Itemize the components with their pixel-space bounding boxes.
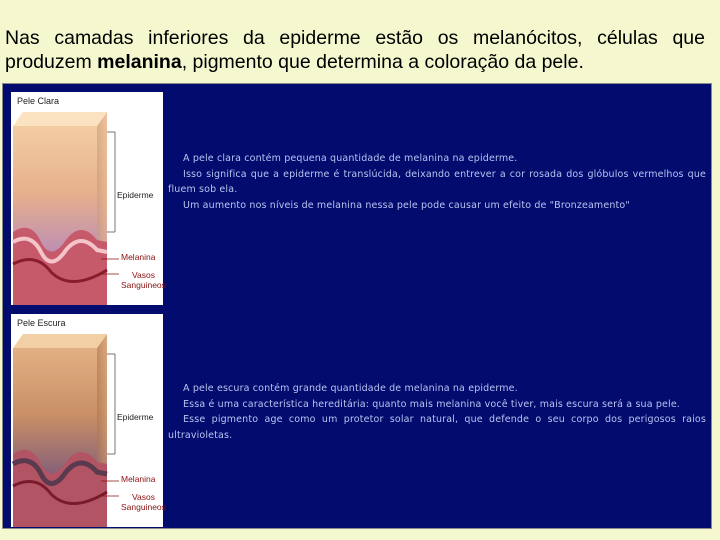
dark-skin-line-2: Essa é uma característica hereditária: quanto mais melanina você tiver, mais escura será a sua pele. bbox=[183, 398, 680, 410]
heading-text-2: , pigmento que determina a coloração da pele. bbox=[181, 51, 584, 73]
dark-epiderme-label: Epiderme bbox=[117, 412, 154, 422]
light-skin-line-1: A pele clara contém pequena quantidade de melanina na epiderme. bbox=[183, 153, 518, 164]
heading-bold-term: melanina bbox=[97, 51, 182, 73]
light-skin-line-3: Um aumento nos níveis de melanina nessa pele pode causar um efeito de "Bronzeamento" bbox=[183, 199, 630, 211]
light-vasos-label: Vasos Sanguineos bbox=[121, 270, 166, 290]
dark-skin-title: Pele Escura bbox=[17, 318, 66, 328]
dark-skin-line-1: A pele escura contém grande quantidade de melanina na epiderme. bbox=[183, 383, 518, 394]
dark-skin-line-3: Esse pigmento age como um protetor solar natural, que defende o seu corpo dos perigosos raios ultravioletas. bbox=[168, 414, 706, 441]
light-skin-line-2: Isso significa que a epiderme é translúcida, deixando entrever a cor rosada dos glóbulos vermelhos que fluem sob ela. bbox=[168, 168, 706, 195]
dark-skin-description bbox=[168, 381, 706, 443]
light-epiderme-label: Epiderme bbox=[117, 190, 154, 200]
light-skin-title: Pele Clara bbox=[17, 96, 60, 106]
light-skin-diagram bbox=[11, 92, 166, 305]
light-melanina-label: Melanina bbox=[121, 252, 156, 262]
dark-vasos-label: Vasos Sanguineos bbox=[121, 492, 166, 512]
light-skin-description bbox=[168, 151, 706, 213]
slide-heading bbox=[5, 26, 705, 74]
content-panel bbox=[2, 83, 712, 529]
dark-skin-diagram bbox=[11, 314, 166, 527]
heading-text-1: Nas camadas inferiores da epiderme estão os melanócitos, células que produzem bbox=[5, 27, 705, 73]
dark-melanina-label: Melanina bbox=[121, 474, 156, 484]
